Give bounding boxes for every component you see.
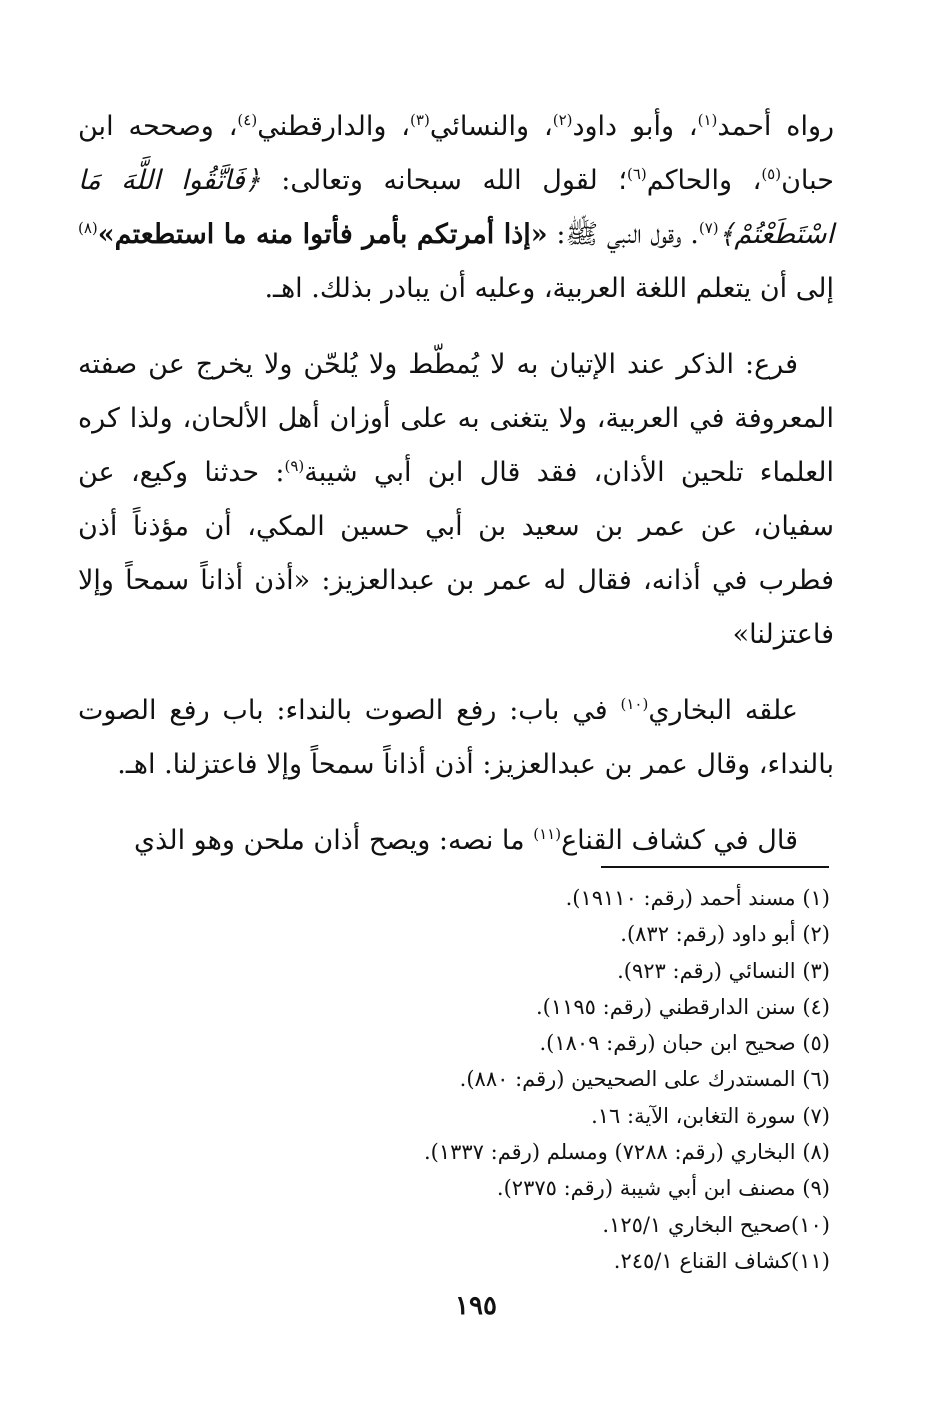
paragraph-2 [78,338,834,662]
text-run: فرع: الذكر عند الإتيان به لا يُمطّط ولا يُلحّن ولا يخرج عن صفته المعروفة في العربية، ولا يتغنى به على أوزان أهل الألحان، ولذا كره العلماء تلحين الأذان، فقد قال ابن أبي شيبة [78,349,834,488]
text-run: : حدثنا وكيع، عن سفيان، عن عمر بن سعيد بن أبي حسين المكي، أن مؤذناً أذن فطرب في أذانه، فقال له عمر بن عبدالعزيز: «أذن أذاناً سمحاً وإلا فاعتزلنا» [78,457,834,650]
footnote-1: (١) مسند أحمد (رقم: ١٩١١٠). [565,886,830,910]
footnote-7: (٧) سورة التغابن، الآية: ١٦. [591,1103,830,1128]
footnote-ref: (٥) [761,165,782,183]
footnote-ref: (٤) [237,111,258,129]
text-run: ، والحاكم [646,165,762,196]
paragraph-1 [78,100,834,316]
footnote-ref: (٧) [698,219,719,237]
footnote-ref: (٦) [626,165,647,183]
footnote-8: (٨) البخاري (رقم: ٧٢٨٨) ومسلم (رقم: ١٣٣٧). [423,1140,830,1165]
page-number: ١٩٥ [455,1291,497,1321]
footnote-divider [601,866,829,868]
text-run: ، والنسائي [429,111,553,142]
footnote-9: (٩) مصنف ابن أبي شيبة (رقم: ٢٣٧٥). [496,1176,830,1201]
footnote-ref: (١٠) [620,695,649,713]
footnote-ref: (٩) [284,457,305,475]
footnote-ref: (١) [697,111,718,129]
footnote-4: (٤) سنن الدارقطني (رقم: ١١٩٥). [535,994,830,1019]
text-run: في باب: رفع الصوت بالنداء: باب رفع الصوت بالنداء، وقال عمر بن عبدالعزيز: أذن أذاناً سمحاً وإلا فاعتزلنا. اهـ. [78,695,834,780]
footnote-2: (٢) أبو داود (رقم: ٨٣٢). [620,922,830,947]
footnote-ref: (١١) [533,825,562,843]
text-run: . وقول النبي ﷺ: [547,219,699,250]
text-run: علقه البخاري [648,695,798,726]
footnote-ref: (٢) [552,111,573,129]
text-run: ، والدارقطني [257,111,411,142]
footnote-ref: (٨) [78,219,98,237]
text-run: قال في كشاف القناع [561,825,798,856]
footnote-11: (١١)كشاف القناع ٢٤٥/١. [613,1248,830,1273]
quran-verse: ﴿فَاتَّقُوا اللَّهَ مَا اسْتَطَعْتُمْ﴾ [78,165,834,250]
text-run: رواه أحمد [717,111,835,142]
main-text [78,100,834,868]
text-run: ما نصه: ويصح أذان ملحن وهو الذي [134,825,534,856]
footnotes-list [300,880,830,1279]
text-run: إلى أن يتعلم اللغة العربية، وعليه أن يبادر بذلك. اهـ. [264,273,834,304]
paragraph-3 [78,684,834,792]
text-run: ؛ لقول الله سبحانه وتعالى: [260,165,627,196]
footnote-ref: (٣) [410,111,430,129]
footnote-6: (٦) المستدرك على الصحيحين (رقم: ٨٨٠). [459,1067,830,1092]
footnote-10: (١٠)صحيح البخاري ١٢٥/١. [602,1212,830,1237]
paragraph-4 [78,814,834,868]
footnote-3: (٣) النسائي (رقم: ٩٢٣). [617,958,830,983]
text-run: ، وأبو داود [572,111,698,142]
text-run: ، وصححه ابن حبان [78,111,834,196]
hadith-quote: «إذا أمرتكم بأمر فأتوا منه ما استطعتم» [97,219,548,250]
footnote-5: (٥) صحيح ابن حبان (رقم: ١٨٠٩). [539,1031,830,1056]
